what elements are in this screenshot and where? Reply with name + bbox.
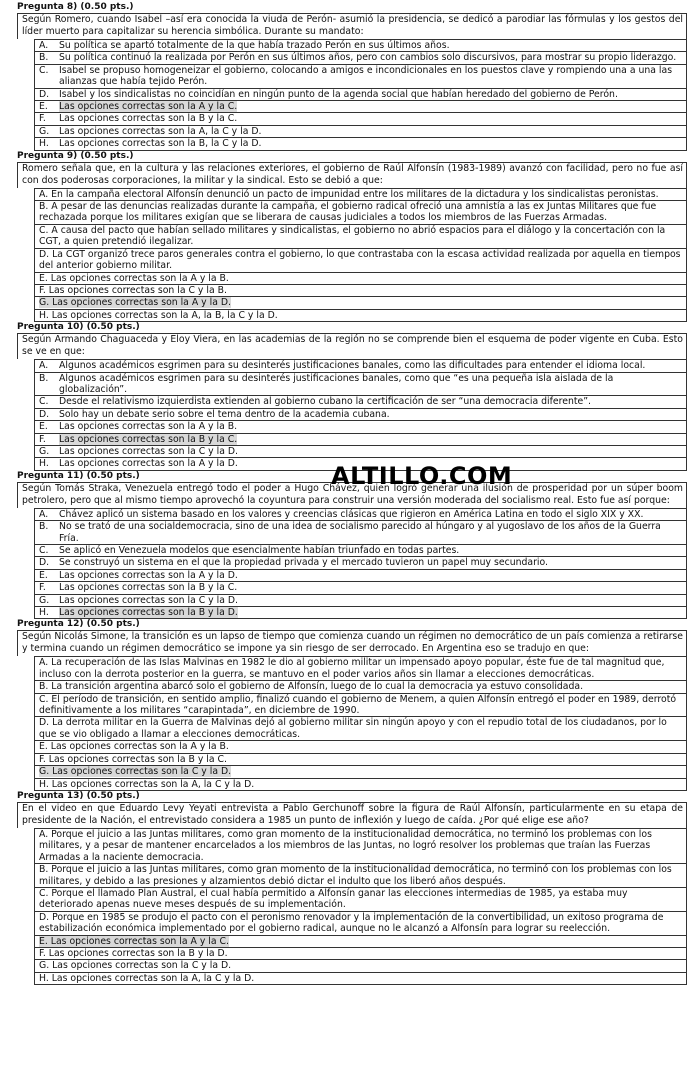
option-row (35, 421, 687, 433)
option-text: E. Las opciones correctas son la A y la B. (39, 272, 229, 284)
option-text: C. Porque el llamado Plan Austral, el cual había permitido a Alfonsín ganar las elecciones intermedias de 1985, ya estaba muy deteriorado apenas nueve meses después de su implementación. (39, 887, 628, 911)
option-letter: E. (39, 101, 48, 113)
option-row (35, 89, 687, 101)
option-letter: C. (39, 64, 49, 76)
option-letter: H. (39, 138, 49, 150)
option-text: Su política continuó la realizada por Perón en sus últimos años, pero con cambios solo discursivos, para mostrar su propio liderazgo. (59, 52, 677, 64)
option-text: E. Las opciones correctas son la A y la C. (39, 935, 229, 947)
option-row (35, 741, 687, 753)
option-text: G. Las opciones correctas son la C y la D. (39, 766, 232, 778)
option-row (35, 828, 687, 864)
options-list (34, 39, 687, 151)
options-list (34, 828, 687, 985)
option-text: A. Porque el juicio a las Juntas militares, como gran momento de la institucionalidad democrática, no terminó los problemas con los militares, y a pesar de mantener encarcelados a los miembros de las Juntas, no logró resolver los problemas que traían las Fuerzas Armadas a la naciente democracia. (39, 828, 652, 863)
option-letter: F. (39, 582, 46, 594)
option-row (35, 373, 687, 397)
option-letter: H. (39, 607, 49, 619)
option-letter: G. (39, 125, 50, 137)
option-letter: B. (39, 52, 49, 64)
option-text: E. Las opciones correctas son la A y la B. (39, 741, 229, 753)
option-text: G. Las opciones correctas son la C y la D. (39, 960, 232, 972)
option-text: G. Las opciones correctas son la A y la D. (39, 297, 231, 309)
option-text: D. La derrota militar en la Guerra de Malvinas dejó al gobierno militar sin ningún apoyo y con el repudio total de los ciudadanos, por lo que se vio obligado a llamar a elecciones democráticas. (39, 717, 667, 740)
option-letter: D. (39, 557, 50, 569)
option-letter: E. (39, 421, 48, 433)
options-list (34, 188, 687, 322)
option-row (35, 888, 687, 912)
question-9 (17, 151, 687, 322)
option-text: F. Las opciones correctas son la C y la B. (39, 284, 227, 296)
option-text: B. La transición argentina abarcó solo el gobierno de Alfonsín, luego de lo cual la democracia ya estuvo consolidada. (39, 681, 584, 693)
option-text: Isabel y los sindicalistas no coincidían en ningún punto de la agenda social que habían heredado del gobierno de Perón. (59, 88, 618, 100)
option-text: Las opciones correctas son la C y la D. (59, 445, 238, 457)
option-letter: A. (39, 40, 49, 51)
option-text: Desde el relativismo izquierdista extienden al gobierno cubano la certificación de ser “una democracia diferente”. (59, 396, 591, 408)
option-row (35, 273, 687, 285)
option-text: No se trató de una socialdemocracia, sino de una idea de socialismo parecido al húngaro y al yugoslavo de los años de la Guerra Fría. (59, 521, 661, 544)
question-header: Pregunta 13) (0.50 pts.) (17, 790, 140, 801)
option-text: H. Las opciones correctas son la A, la B, la C y la D. (39, 309, 278, 321)
option-text: Su política se apartó totalmente de la que había trazado Perón en sus últimos años. (59, 40, 450, 51)
option-row (35, 766, 687, 778)
option-row (35, 681, 687, 693)
option-text: B. A pesar de las denuncias realizadas durante la campaña, el gobierno radical ofreció una amnistía a las ex Juntas Militares que fue rechazada porque los militares exigían que se liberara de causas judiciales a todos los miembros de las Fuerzas Armadas. (39, 201, 657, 224)
option-text: A. En la campaña electoral Alfonsín denunció un pacto de impunidad entre los militares de la dictadura y los sindicalistas peronistas. (39, 188, 659, 200)
option-row (35, 138, 687, 150)
option-row (35, 285, 687, 297)
options-list (34, 508, 687, 620)
option-row (35, 297, 687, 309)
question-stem: Según Nicolás Simone, la transición es un lapso de tiempo que comienza cuando un régimen no democrático de un país comienza a retirarse y termina cuando un régimen democrático se impone ya sin riesgo de ser derrocado. En Argentina eso se tradujo en que: (17, 630, 687, 656)
option-row (35, 113, 687, 125)
watermark: ALTILLO.COM (331, 462, 513, 490)
option-text: Las opciones correctas son la B y la D. (59, 607, 238, 619)
option-row (35, 52, 687, 64)
option-row (35, 973, 687, 985)
option-row (35, 557, 687, 569)
option-letter: D. (39, 408, 50, 420)
option-text: Las opciones correctas son la A, la C y la D. (59, 125, 262, 137)
option-row (35, 570, 687, 582)
option-row (35, 434, 687, 446)
option-row (35, 694, 687, 718)
question-header: Pregunta 8) (0.50 pts.) (17, 2, 134, 12)
question-10 (17, 322, 687, 471)
option-text: B. Porque el juicio a las Juntas militares, como gran momento de la institucionalidad democrática, no terminó con los problemas con los militares, y debido a las presiones y alzamientos debió dictar el indulto que los liberó años después. (39, 864, 672, 887)
option-text: Se construyó un sistema en el que la propiedad privada y el mercado tuvieron un papel muy secundario. (59, 557, 548, 569)
option-row (35, 359, 687, 372)
option-text: Las opciones correctas son la B y la C. (59, 582, 238, 594)
option-text: Isabel se propuso homogeneizar el gobierno, colocando a amigos e incondicionales en los puestos clave y rompiendo una a una las alianzas que había tejido Perón. (59, 64, 673, 88)
option-text: Las opciones correctas son la A y la D. (59, 569, 238, 581)
option-text: F. Las opciones correctas son la B y la C. (39, 753, 227, 765)
options-list (34, 359, 687, 471)
option-text: D. La CGT organizó trece paros generales contra el gobierno, lo que contrastaba con la escasa actividad realizada por aquella en tiempos del anterior gobierno militar. (39, 248, 681, 272)
question-header: Pregunta 12) (0.50 pts.) (17, 619, 140, 630)
question-header: Pregunta 11) (0.50 pts.) (17, 470, 140, 481)
option-row (35, 188, 687, 201)
option-letter: A. (39, 360, 49, 372)
option-row (35, 101, 687, 113)
option-row (35, 936, 687, 948)
question-11 (17, 471, 687, 620)
option-letter: B. (39, 372, 49, 384)
option-text: Las opciones correctas son la A y la D. (59, 458, 238, 470)
options-list (34, 656, 687, 790)
option-row (35, 717, 687, 741)
option-text: Algunos académicos esgrimen para su desinterés justificaciones banales, como las dificultades para entender el idioma local. (59, 360, 646, 372)
question-stem: Según Romero, cuando Isabel –así era conocida la viuda de Perón- asumió la presidencia, se dedicó a parodiar las fórmulas y los gestos del líder muerto para capitalizar su herencia simbólica. Durante su mandato: (17, 13, 687, 39)
option-letter: F. (39, 433, 46, 445)
option-row (35, 310, 687, 322)
option-row (35, 409, 687, 421)
option-text: Algunos académicos esgrimen para su desinterés justificaciones banales, como que “es una pequeña isla aislada de la globalización”. (59, 372, 614, 395)
option-text: H. Las opciones correctas son la A, la C y la D. (39, 972, 255, 984)
option-letter: G. (39, 445, 50, 457)
question-stem: Según Armando Chaguaceda y Eloy Viera, en las academias de la región no se comprende bien el esquema de poder vigente en Cuba. Esto se ve en que: (17, 333, 687, 359)
option-letter: H. (39, 458, 49, 470)
option-row (35, 582, 687, 594)
option-letter: C. (39, 396, 49, 408)
option-letter: D. (39, 88, 50, 100)
option-text: Las opciones correctas son la B, la C y la D. (59, 138, 262, 150)
option-text: Las opciones correctas son la C y la D. (59, 594, 238, 606)
option-text: A. La recuperación de las Islas Malvinas en 1982 le dio al gobierno militar un impensado apoyo popular, éste fue de tal magnitud que, incluso con la derrota posterior en la guerra, se mantuvo en el poder varios años sin llamar a elecciones democráticas. (39, 657, 665, 680)
question-stem: En el video en que Eduardo Levy Yeyati entrevista a Pablo Gerchunoff sobre la figura de Raúl Alfonsín, particularmente en su etapa de presidente de la Nación, el entrevistado considera a 1985 un punto de inflexión y luego de caída. ¿Por qué elige ese año? (17, 802, 687, 828)
question-13 (17, 791, 687, 985)
question-stem: Según Tomás Straka, Venezuela entregó todo el poder a Hugo Chávez, quien logró generar una ilusión de prosperidad por un súper boom petrolero, pero que al mismo tiempo aprovechó la coyuntura para construir una versión moderada del socialismo real. Esto fue así porque: (17, 482, 687, 508)
option-row (35, 126, 687, 138)
option-row (35, 545, 687, 557)
option-text: H. Las opciones correctas son la A, la C y la D. (39, 778, 255, 790)
option-row (35, 65, 687, 89)
question-8 (17, 2, 687, 151)
option-row (35, 201, 687, 225)
option-text: Solo hay un debate serio sobre el tema dentro de la academia cubana. (59, 408, 390, 420)
option-row (35, 656, 687, 681)
question-header: Pregunta 10) (0.50 pts.) (17, 322, 140, 333)
option-row (35, 912, 687, 936)
option-text: C. A causa del pacto que habían sellado militares y sindicalistas, el gobierno no abrió espacios para el diálogo y la concertación con la CGT, a quien pretendió ilegalizar. (39, 224, 666, 248)
option-row (35, 225, 687, 249)
option-row (35, 446, 687, 458)
option-row (35, 39, 687, 52)
option-row (35, 779, 687, 791)
option-row (35, 864, 687, 888)
option-text: D. Porque en 1985 se produjo el pacto con el peronismo renovador y la implementación de la convertibilidad, un exitoso programa de estabilización económica implementado por el gobierno radical, aunque no le alcanzó a Alfonsín para lograr su reelección. (39, 911, 664, 935)
question-12 (17, 619, 687, 790)
option-row (35, 754, 687, 766)
option-text: Las opciones correctas son la B y la C. (59, 433, 238, 445)
option-letter: F. (39, 113, 46, 125)
option-text: Se aplicó en Venezuela modelos que esencialmente habían triunfado en todas partes. (59, 545, 460, 556)
option-text: F. Las opciones correctas son la B y la D. (39, 947, 228, 959)
option-text: Chávez aplicó un sistema basado en los valores y creencias clásicas que rigieron en América Latina en todo el siglo XIX y XX. (59, 508, 644, 520)
option-row (35, 396, 687, 408)
option-letter: E. (39, 569, 48, 581)
option-text: C. El período de transición, en sentido amplio, finalizó cuando el gobierno de Menem, a quien Alfonsín entregó el poder en 1989, derrotó definitivamente a los militares “carapintada”, en diciembre de 1990. (39, 693, 677, 717)
option-letter: A. (39, 508, 49, 520)
option-letter: B. (39, 521, 49, 533)
question-header: Pregunta 9) (0.50 pts.) (17, 150, 134, 161)
option-letter: G. (39, 594, 50, 606)
option-row (35, 948, 687, 960)
option-text: Las opciones correctas son la A y la B. (59, 421, 238, 433)
option-text: Las opciones correctas son la A y la C. (59, 101, 238, 113)
option-row (35, 595, 687, 607)
option-letter: C. (39, 545, 49, 556)
option-row (35, 607, 687, 619)
option-row (35, 960, 687, 972)
question-stem: Romero señala que, en la cultura y las relaciones exteriores, el gobierno de Raúl Alfonsín (1983-1989) avanzó con facilidad, pero no fue así con dos poderosas corporaciones, la militar y la sindical. Esto se debió a que: (17, 162, 687, 188)
option-row (35, 521, 687, 545)
document (17, 2, 687, 985)
option-row (35, 508, 687, 521)
option-text: Las opciones correctas son la B y la C. (59, 113, 238, 125)
option-row (35, 249, 687, 273)
